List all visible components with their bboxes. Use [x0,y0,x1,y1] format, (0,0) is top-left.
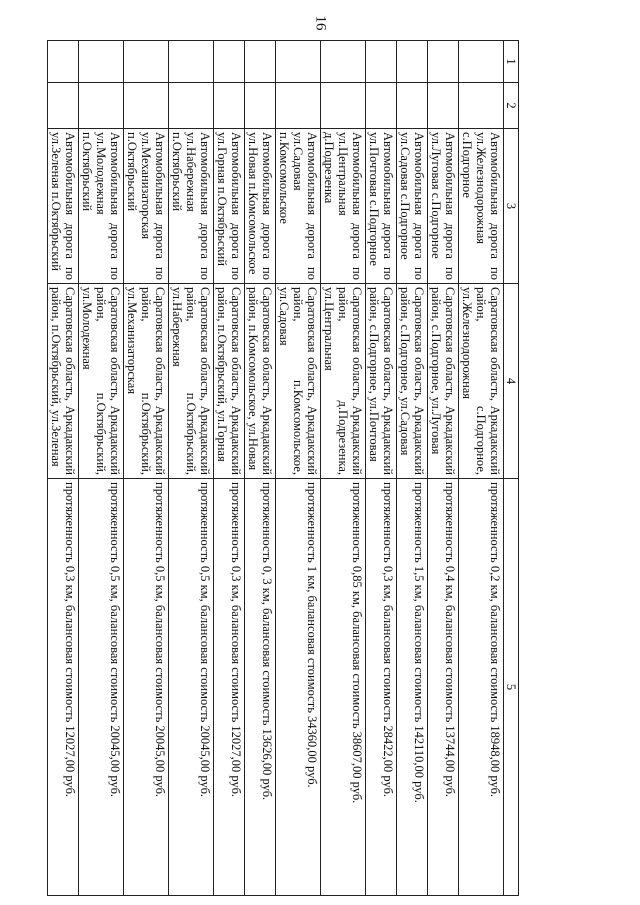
cell-c1 [48,41,79,83]
property-table-container [49,40,640,804]
cell-desc: протяженность 0,3 км, балансовая стоимость 12027,00 руб. [214,479,245,896]
cell-c1 [276,41,321,83]
cell-address: Саратовская область, Аркадакский район, с.Подгорное, ул.Почтовая [366,284,397,479]
column-header: 2 [504,83,519,129]
table-row [214,41,245,896]
cell-desc: протяженность 1,5 км, балансовая стоимость 142110,00 руб. [397,479,428,896]
table-row [428,41,459,896]
cell-c1 [397,41,428,83]
cell-address: Саратовская область, Аркадакский район, п.Октябрьский, ул.Горная [214,284,245,479]
cell-c2 [459,83,504,129]
cell-name: Автомобильная дорога по ул.Горная п.Октябрьский [214,129,245,284]
cell-c1 [245,41,276,83]
cell-address: Саратовская область, Аркадакский район, с.Подгорное, ул.Железнодорожная [459,284,504,479]
cell-desc: протяженность 1 км, балансовая стоимость 34360,00 руб. [276,479,321,896]
cell-c1 [321,41,366,83]
cell-desc: протяженность 0,5 км, балансовая стоимость 20045,00 руб. [79,479,124,896]
column-header: 3 [504,129,519,284]
cell-desc: протяженность 0, 3 км, балансовая стоимость 13626,00 руб. [245,479,276,896]
cell-desc: протяженность 0,5 км, балансовая стоимость 20045,00 руб. [169,479,214,896]
cell-c1 [124,41,169,83]
cell-c1 [428,41,459,83]
cell-c1 [459,41,504,83]
cell-desc: протяженность 0,5 км, балансовая стоимость 20045,00 руб. [124,479,169,896]
cell-name: Автомобильная дорога по ул.Набережная п.Октябрьский [169,129,214,284]
cell-name: Автомобильная дорога по ул.Садовая с.Подгорное [397,129,428,284]
cell-c2 [366,83,397,129]
table-row [397,41,428,896]
cell-c2 [245,83,276,129]
cell-desc: протяженность 0,2 км, балансовая стоимость 18948,00 руб. [459,479,504,896]
cell-c2 [169,83,214,129]
cell-address: Саратовская область, Аркадакский район, п.Комсомольское, ул.Новая [245,284,276,479]
table-row [48,41,79,896]
table-row [321,41,366,896]
cell-c2 [48,83,79,129]
cell-desc: протяженность 0,4 км, балансовая стоимость 13744,00 руб. [428,479,459,896]
cell-c1 [169,41,214,83]
cell-c2 [79,83,124,129]
cell-name: Автомобильная дорога по ул.Почтовая с.Подгорное [366,129,397,284]
table-row [459,41,504,896]
cell-name: Автомобильная дорога по ул.Железнодорожная с.Подгорное [459,129,504,284]
cell-address: Саратовская область, Аркадакский район, с.Подгорное, ул.Садовая [397,284,428,479]
column-header: 5 [504,479,519,896]
property-table [47,40,519,896]
table-row [79,41,124,896]
cell-name: Автомобильная дорога по ул.Садовая п.Комсомольское [276,129,321,284]
cell-address: Саратовская область, Аркадакский район, д.Подрезенка, ул.Центральная [321,284,366,479]
cell-address: Саратовская область, Аркадакский район, п.Октябрьский, ул.Молодежная [79,284,124,479]
cell-desc: протяженность 0,3 км, балансовая стоимость 28422,00 руб. [366,479,397,896]
cell-name: Автомобильная дорога по ул.Механизаторская п.Октябрьский [124,129,169,284]
table-row [245,41,276,896]
cell-desc: протяженность 0,85 км, балансовая стоимость 38607,00 руб. [321,479,366,896]
cell-c1 [79,41,124,83]
cell-address: Саратовская область, Аркадакский район, п.Октябрьский, ул.Механизаторская [124,284,169,479]
column-header: 4 [504,284,519,479]
cell-address: Саратовская область, Аркадакский район, п.Октябрьский, ул.Набережная [169,284,214,479]
cell-address: Саратовская область, Аркадакский район, с.Подгорное, ул.Луговая [428,284,459,479]
cell-c1 [366,41,397,83]
cell-c2 [428,83,459,129]
cell-c2 [214,83,245,129]
cell-name: Автомобильная дорога по ул.Новая п.Комсомольское [245,129,276,284]
cell-c1 [214,41,245,83]
cell-desc: протяженность 0,3 км, балансовая стоимость 12027,00 руб. [48,479,79,896]
cell-name: Автомобильная дорога по ул.Центральная д.Подрезенка [321,129,366,284]
cell-c2 [276,83,321,129]
table-row [366,41,397,896]
cell-name: Автомобильная дорога по ул.Луговая с.Подгорное [428,129,459,284]
cell-address: Саратовская область, Аркадакский район, п.Октябрьский, ул.Зеленая [48,284,79,479]
column-header: 1 [504,41,519,83]
cell-c2 [124,83,169,129]
table-row [169,41,214,896]
cell-address: Саратовская область, Аркадакский район, п.Комсомольское, ул.Садовая [276,284,321,479]
page-number: 16 [312,15,328,31]
table-header-row [504,41,519,896]
cell-c2 [397,83,428,129]
table-row [276,41,321,896]
cell-c2 [321,83,366,129]
table-row [124,41,169,896]
cell-name: Автомобильная дорога по ул.Зеленая п.Октябрьский [48,129,79,284]
cell-name: Автомобильная дорога по ул.Молодежная п.Октябрьский [79,129,124,284]
